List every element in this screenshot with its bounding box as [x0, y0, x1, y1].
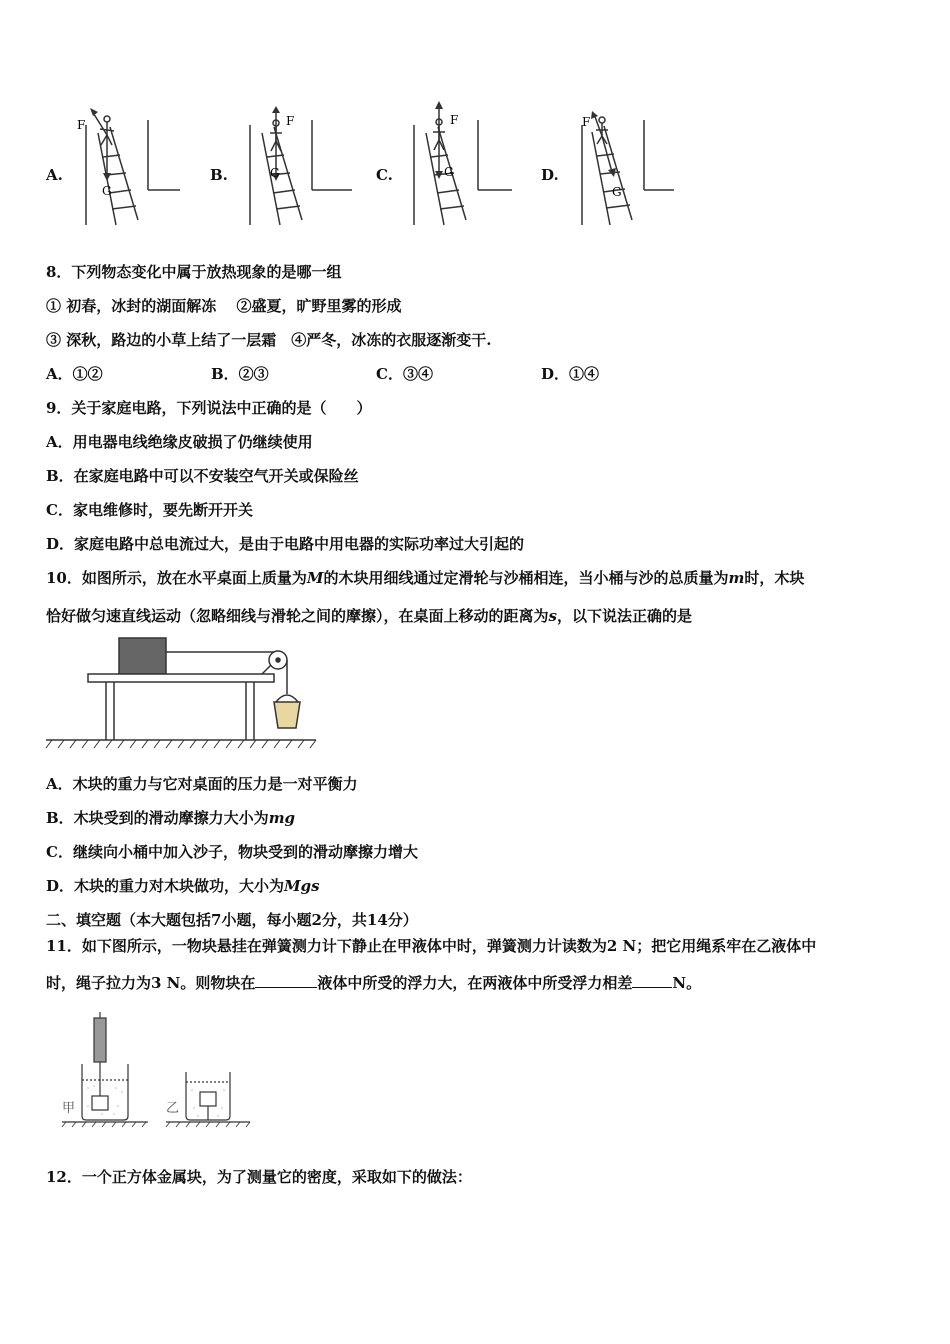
- q10-stem-text: ，以下说法正确的是: [556, 607, 692, 625]
- q10-option-d-text: D．木块的重力对木块做功，大小为: [46, 877, 285, 895]
- q11-stem-line-2: [46, 972, 701, 993]
- q7-option-c-label: C.: [376, 166, 393, 184]
- label-jia: 甲: [62, 1101, 76, 1116]
- ground-hatching: [62, 1122, 250, 1127]
- var-M: M: [306, 569, 324, 587]
- force-f-label: F: [77, 118, 86, 132]
- sand-bucket: [274, 702, 300, 728]
- force-g-label: G: [102, 184, 112, 198]
- q10-option-d[interactable]: [46, 875, 320, 896]
- var-mg: mg: [268, 809, 296, 827]
- block-jia: [92, 1096, 108, 1110]
- q7-option-d-label: D.: [541, 166, 559, 184]
- force-g-label: G: [270, 166, 280, 180]
- q10-option-b[interactable]: [46, 807, 295, 828]
- var-m: m: [728, 569, 745, 587]
- q11-blank-2[interactable]: [632, 972, 672, 988]
- force-f-label: F: [450, 113, 459, 127]
- q12-stem: 12．一个正方体金属块，为了测量它的密度，采取如下的做法：: [46, 1168, 472, 1186]
- q9-option-b[interactable]: B．在家庭电路中可以不安装空气开关或保险丝: [46, 467, 359, 485]
- q7-option-b-label: B.: [210, 166, 228, 184]
- q9-stem: 9．关于家庭电路，下列说法中正确的是（ ）: [46, 399, 372, 417]
- q10-stem-text: 时，木块: [744, 569, 805, 587]
- q10-stem-text: 10．如图所示，放在水平桌面上质量为: [46, 569, 307, 587]
- q10-option-c[interactable]: C．继续向小桶中加入沙子，物块受到的滑动摩擦力增大: [46, 843, 418, 861]
- q10-stem-line-1: [46, 567, 804, 588]
- q9-option-c[interactable]: C．家电维修时，要先断开开关: [46, 501, 253, 519]
- spring-scale: [94, 1018, 106, 1062]
- bucket-handle: [276, 695, 298, 702]
- q11-stem-text: 时，绳子拉力为3 N。则物块在: [46, 974, 256, 992]
- q8-option-a[interactable]: A．①②: [46, 365, 103, 383]
- q7-option-a-figure: [76, 105, 186, 230]
- q10-stem-line-2: [46, 605, 692, 626]
- beaker-jia: [82, 1064, 128, 1120]
- label-yi: 乙: [166, 1101, 180, 1116]
- q8-statement-line-2: ③ 深秋，路边的小草上结了一层霜 ④严冬，冰冻的衣服逐渐变干.: [46, 331, 492, 349]
- q10-option-b-text: B．木块受到的滑动摩擦力大小为: [46, 809, 269, 827]
- var-Mgs: Mgs: [284, 877, 320, 895]
- force-g-label: G: [444, 165, 454, 179]
- q9-option-a[interactable]: A．用电器电线绝缘皮破损了仍继续使用: [46, 433, 313, 451]
- q8-option-d[interactable]: D．①④: [541, 365, 600, 383]
- q7-option-b-figure: [240, 105, 360, 230]
- force-f-label: F: [582, 115, 591, 129]
- q11-beakers-figure: [58, 1010, 253, 1128]
- q11-stem-line-1: 11．如下图所示，一物块悬挂在弹簧测力计下静止在甲液体中时，弹簧测力计读数为2 N；把它用绳系牢在乙液体中: [46, 937, 817, 955]
- q11-stem-text: 液体中所受的浮力大，在两液体中所受浮力相差: [317, 974, 633, 992]
- force-f-label: F: [286, 114, 295, 128]
- q7-option-a-label: A.: [46, 166, 63, 184]
- wooden-block: [119, 638, 166, 674]
- block-yi: [200, 1092, 216, 1106]
- q8-stem: 8．下列物态变化中属于放热现象的是哪一组: [46, 263, 342, 281]
- q8-option-c[interactable]: C．③④: [376, 365, 433, 383]
- q10-table-pulley-figure: [44, 632, 324, 754]
- q11-stem-text: N。: [672, 974, 702, 992]
- q7-option-c-figure: [404, 100, 519, 230]
- q7-option-d-figure: [572, 110, 682, 230]
- section-2-heading: 二、填空题（本大题包括7小题，每小题2分，共14分）: [46, 911, 418, 929]
- q9-option-d[interactable]: D．家庭电路中总电流过大，是由于电路中用电器的实际功率过大引起的: [46, 535, 525, 553]
- ground-hatching: [46, 740, 316, 748]
- q8-statement-line-1: ① 初春，冰封的湖面解冻 ②盛夏，旷野里雾的形成: [46, 297, 402, 315]
- table-top: [88, 674, 274, 682]
- q11-blank-1[interactable]: [255, 972, 317, 988]
- q10-stem-text: 的木块用细线通过定滑轮与沙桶相连，当小桶与沙的总质量为: [323, 569, 729, 587]
- q10-stem-text: 恰好做匀速直线运动（忽略细线与滑轮之间的摩擦），在桌面上移动的距离为: [46, 607, 549, 625]
- var-s: s: [548, 607, 557, 625]
- force-g-label: G: [612, 185, 622, 199]
- q10-option-a[interactable]: A．木块的重力与它对桌面的压力是一对平衡力: [46, 775, 358, 793]
- q8-option-b[interactable]: B．②③: [211, 365, 269, 383]
